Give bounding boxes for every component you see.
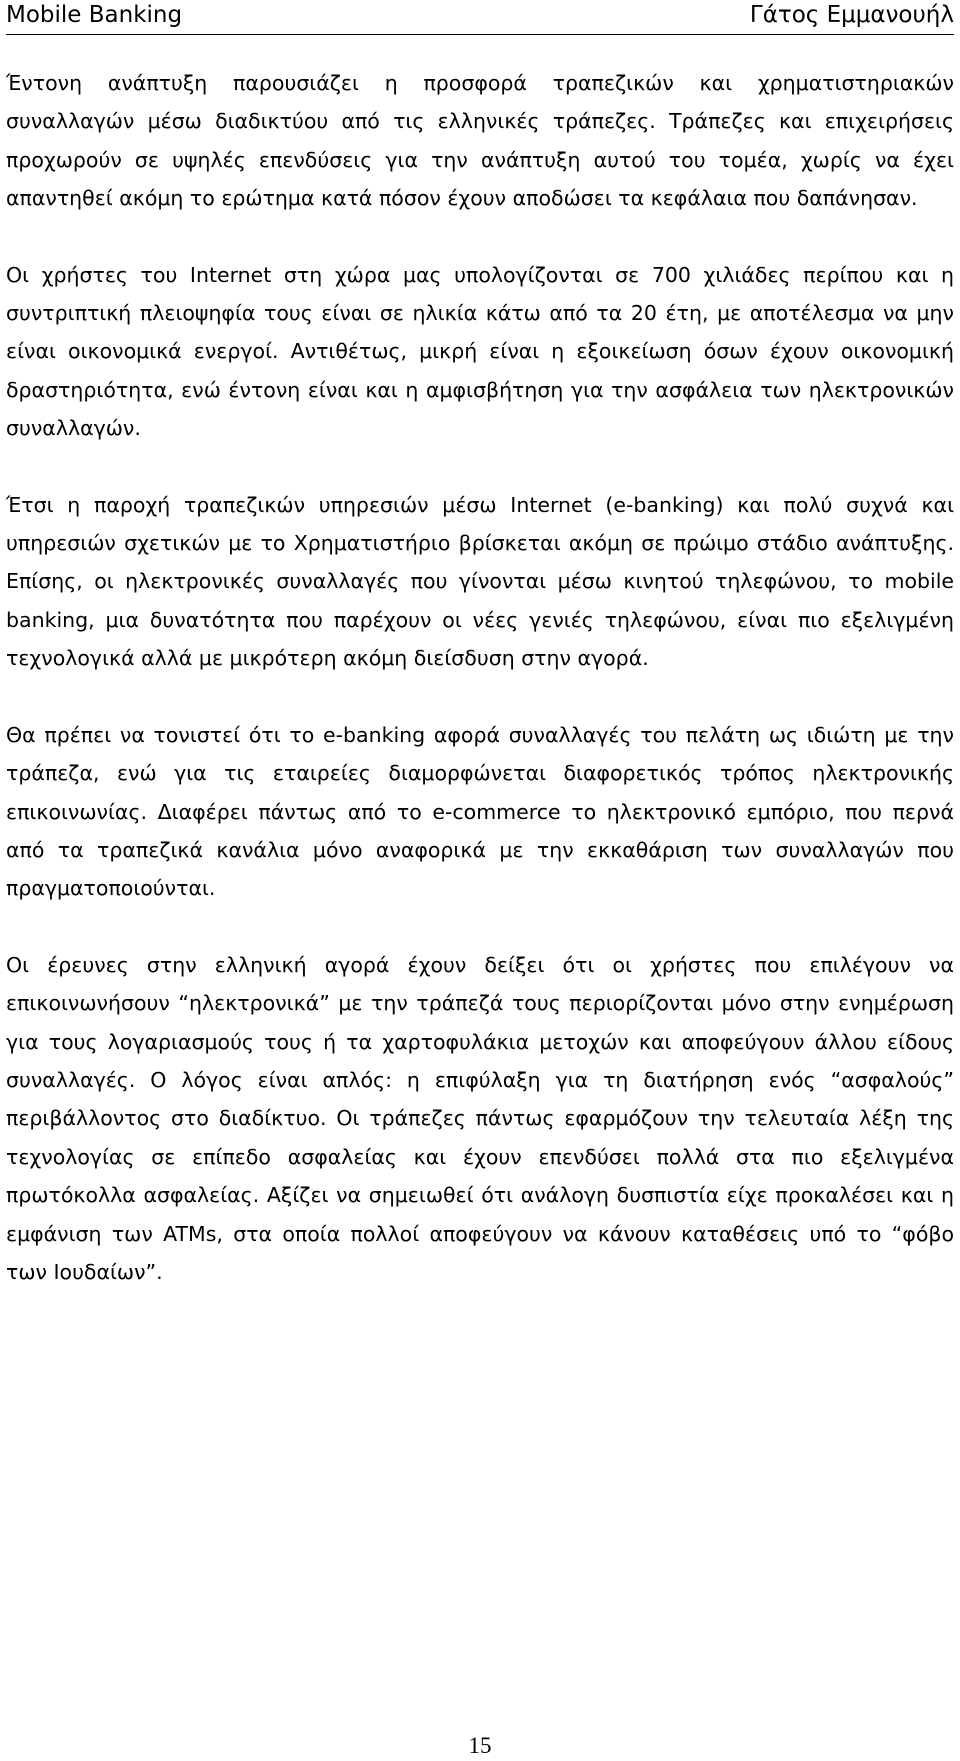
page-header — [6, 0, 954, 35]
paragraph-2: Οι χρήστες του Internet στη χώρα μας υπολογίζονται σε 700 χιλιάδες περίπου και η συντριπτική πλειοψηφία τους είναι σε ηλικία κάτω από τα 20 έτη, με αποτέλεσμα να μην είναι οικονομικά ενεργοί. Αντιθέτως, μικρή είναι η εξοικείωση όσων έχουν οικονομική δραστηριότητα, ενώ έντονη είναι και η αμφισβήτηση για την ασφάλεια των ηλεκτρονικών συναλλαγών. — [6, 262, 954, 441]
document-body — [6, 64, 954, 1329]
paragraph-5: Οι έρευνες στην ελληνική αγορά έχουν δείξει ότι οι χρήστες που επιλέγουν να επικοινωνήσουν “ηλεκτρονικά” με την τράπεζά τους περιορίζονται μόνο στην ενημέρωση για τους λογαριασμούς τους ή τα χαρτοφυλάκια μετοχών και αποφεύγουν άλλου είδους συναλλαγές. Ο λόγος είναι απλός: η επιφύλαξη για τη διατήρηση ενός “ασφαλούς” περιβάλλοντος στο διαδίκτυο. Οι τράπεζες πάντως εφαρμόζουν την τελευταία λέξη της τεχνολογίας σε επίπεδο ασφαλείας και έχουν επενδύσει πολλά στα πιο εξελιγμένα πρωτόκολλα ασφαλείας. Αξίζει να σημειωθεί ότι ανάλογη δυσπιστία είχε προκαλέσει και η εμφάνιση των ATMs, στα οποία πολλοί αποφεύγουν να κάνουν καταθέσεις υπό το “φόβο των Ιουδαίων”. — [6, 952, 954, 1284]
paragraph-4: Θα πρέπει να τονιστεί ότι το e-banking αφορά συναλλαγές του πελάτη ως ιδιώτη με την τράπεζα, ενώ για τις εταιρείες διαμορφώνεται διαφορετικός τρόπος ηλεκτρονικής επικοινωνίας. Διαφέρει πάντως από το e-commerce το ηλεκτρονικό εμπόριο, που περνά από τα τραπεζικά κανάλια μόνο αναφορικά με την εκκαθάριση των συναλλαγών που πραγματοποιούνται. — [6, 722, 954, 901]
header-title: Mobile Banking — [6, 2, 183, 28]
paragraph-3: Έτσι η παροχή τραπεζικών υπηρεσιών μέσω Internet (e-banking) και πολύ συχνά και υπηρεσιών σχετικών με το Χρηματιστήριο βρίσκεται ακόμη σε πρώιμο στάδιο ανάπτυξης. Επίσης, οι ηλεκτρονικές συναλλαγές που γίνονται μέσω κινητού τηλεφώνου, το mobile banking, μια δυνατότητα που παρέχουν οι νέες γενιές τηλεφώνου, είναι πιο εξελιγμένη τεχνολογικά αλλά με μικρότερη ακόμη διείσδυση στην αγορά. — [6, 492, 954, 671]
header-author: Γάτος Εμμανουήλ — [749, 2, 954, 28]
paragraph-1: Έντονη ανάπτυξη παρουσιάζει η προσφορά τραπεζικών και χρηματιστηριακών συναλλαγών μέσω διαδικτύου από τις ελληνικές τράπεζες. Τράπεζες και επιχειρήσεις προχωρούν σε υψηλές επενδύσεις για την ανάπτυξη αυτού του τομέα, χωρίς να έχει απαντηθεί ακόμη το ερώτημα κατά πόσον έχουν αποδώσει τα κεφάλαια που δαπάνησαν. — [6, 71, 954, 211]
page-number: 15 — [468, 1733, 492, 1758]
